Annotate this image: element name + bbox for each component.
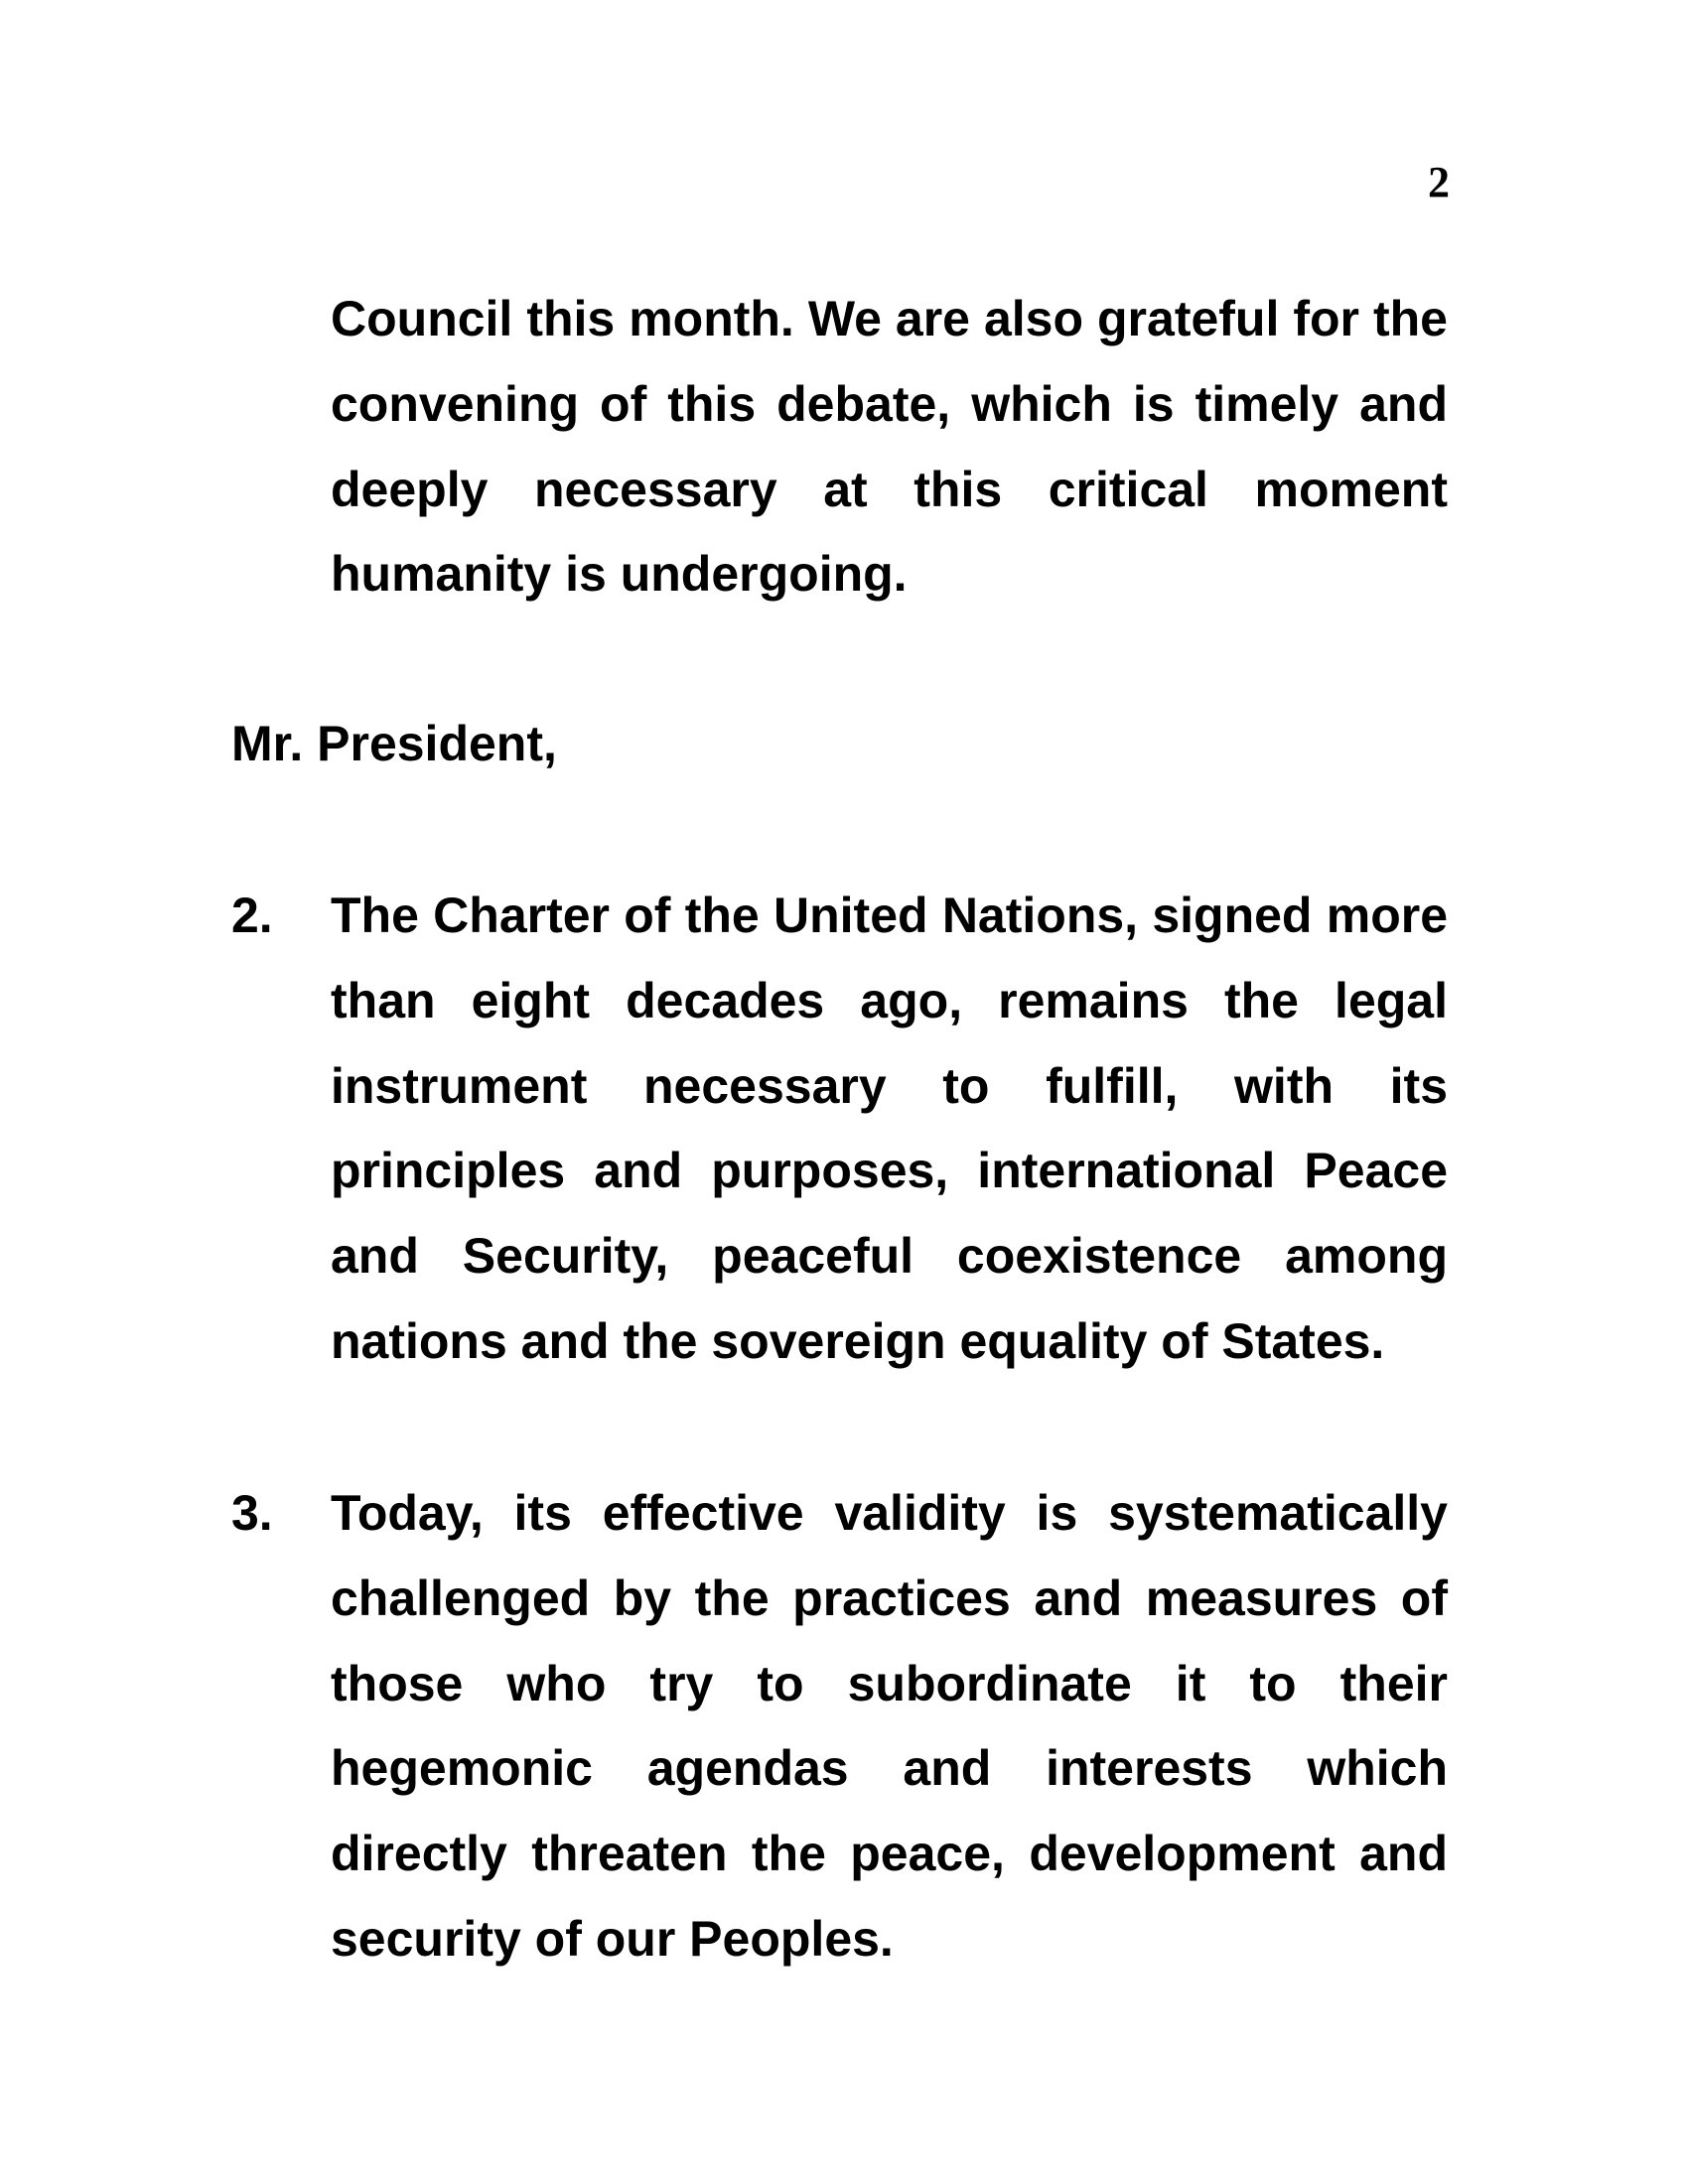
paragraph-line: principles and purposes, international Peace: [331, 1143, 1448, 1199]
paragraph-line: security of our Peoples.: [331, 1910, 894, 1967]
numbered-paragraph: [331, 1471, 1448, 1982]
paragraph-line: The Charter of the United Nations, signed more: [331, 887, 1448, 943]
paragraph-line: convening of this debate, which is timely and: [331, 375, 1448, 432]
paragraph-line: instrument necessary to fulfill, with its: [331, 1057, 1448, 1114]
salutation: Mr. President,: [231, 716, 557, 771]
paragraph-number: 2.: [231, 887, 273, 943]
paragraph-line: humanity is undergoing.: [331, 546, 908, 603]
intro-paragraph: [331, 277, 1448, 617]
page-number: 2: [1428, 158, 1450, 206]
numbered-paragraph: [331, 874, 1448, 1385]
paragraph-line: and Security, peaceful coexistence among: [331, 1228, 1448, 1285]
paragraph-line: Today, its effective validity is systematically: [331, 1485, 1448, 1541]
paragraph-line: Council this month. We are also grateful for the: [331, 291, 1448, 346]
paragraph-line: directly threaten the peace, development and: [331, 1826, 1448, 1882]
paragraph-line: deeply necessary at this critical moment: [331, 461, 1448, 517]
paragraph-line: challenged by the practices and measures of: [331, 1570, 1448, 1626]
paragraph-line: those who try to subordinate it to their: [331, 1655, 1448, 1711]
paragraph-line: than eight decades ago, remains the legal: [331, 972, 1448, 1028]
paragraph-line: nations and the sovereign equality of States.: [331, 1312, 1385, 1369]
paragraph-number: 3.: [231, 1485, 273, 1541]
paragraph-line: hegemonic agendas and interests which: [331, 1740, 1448, 1797]
